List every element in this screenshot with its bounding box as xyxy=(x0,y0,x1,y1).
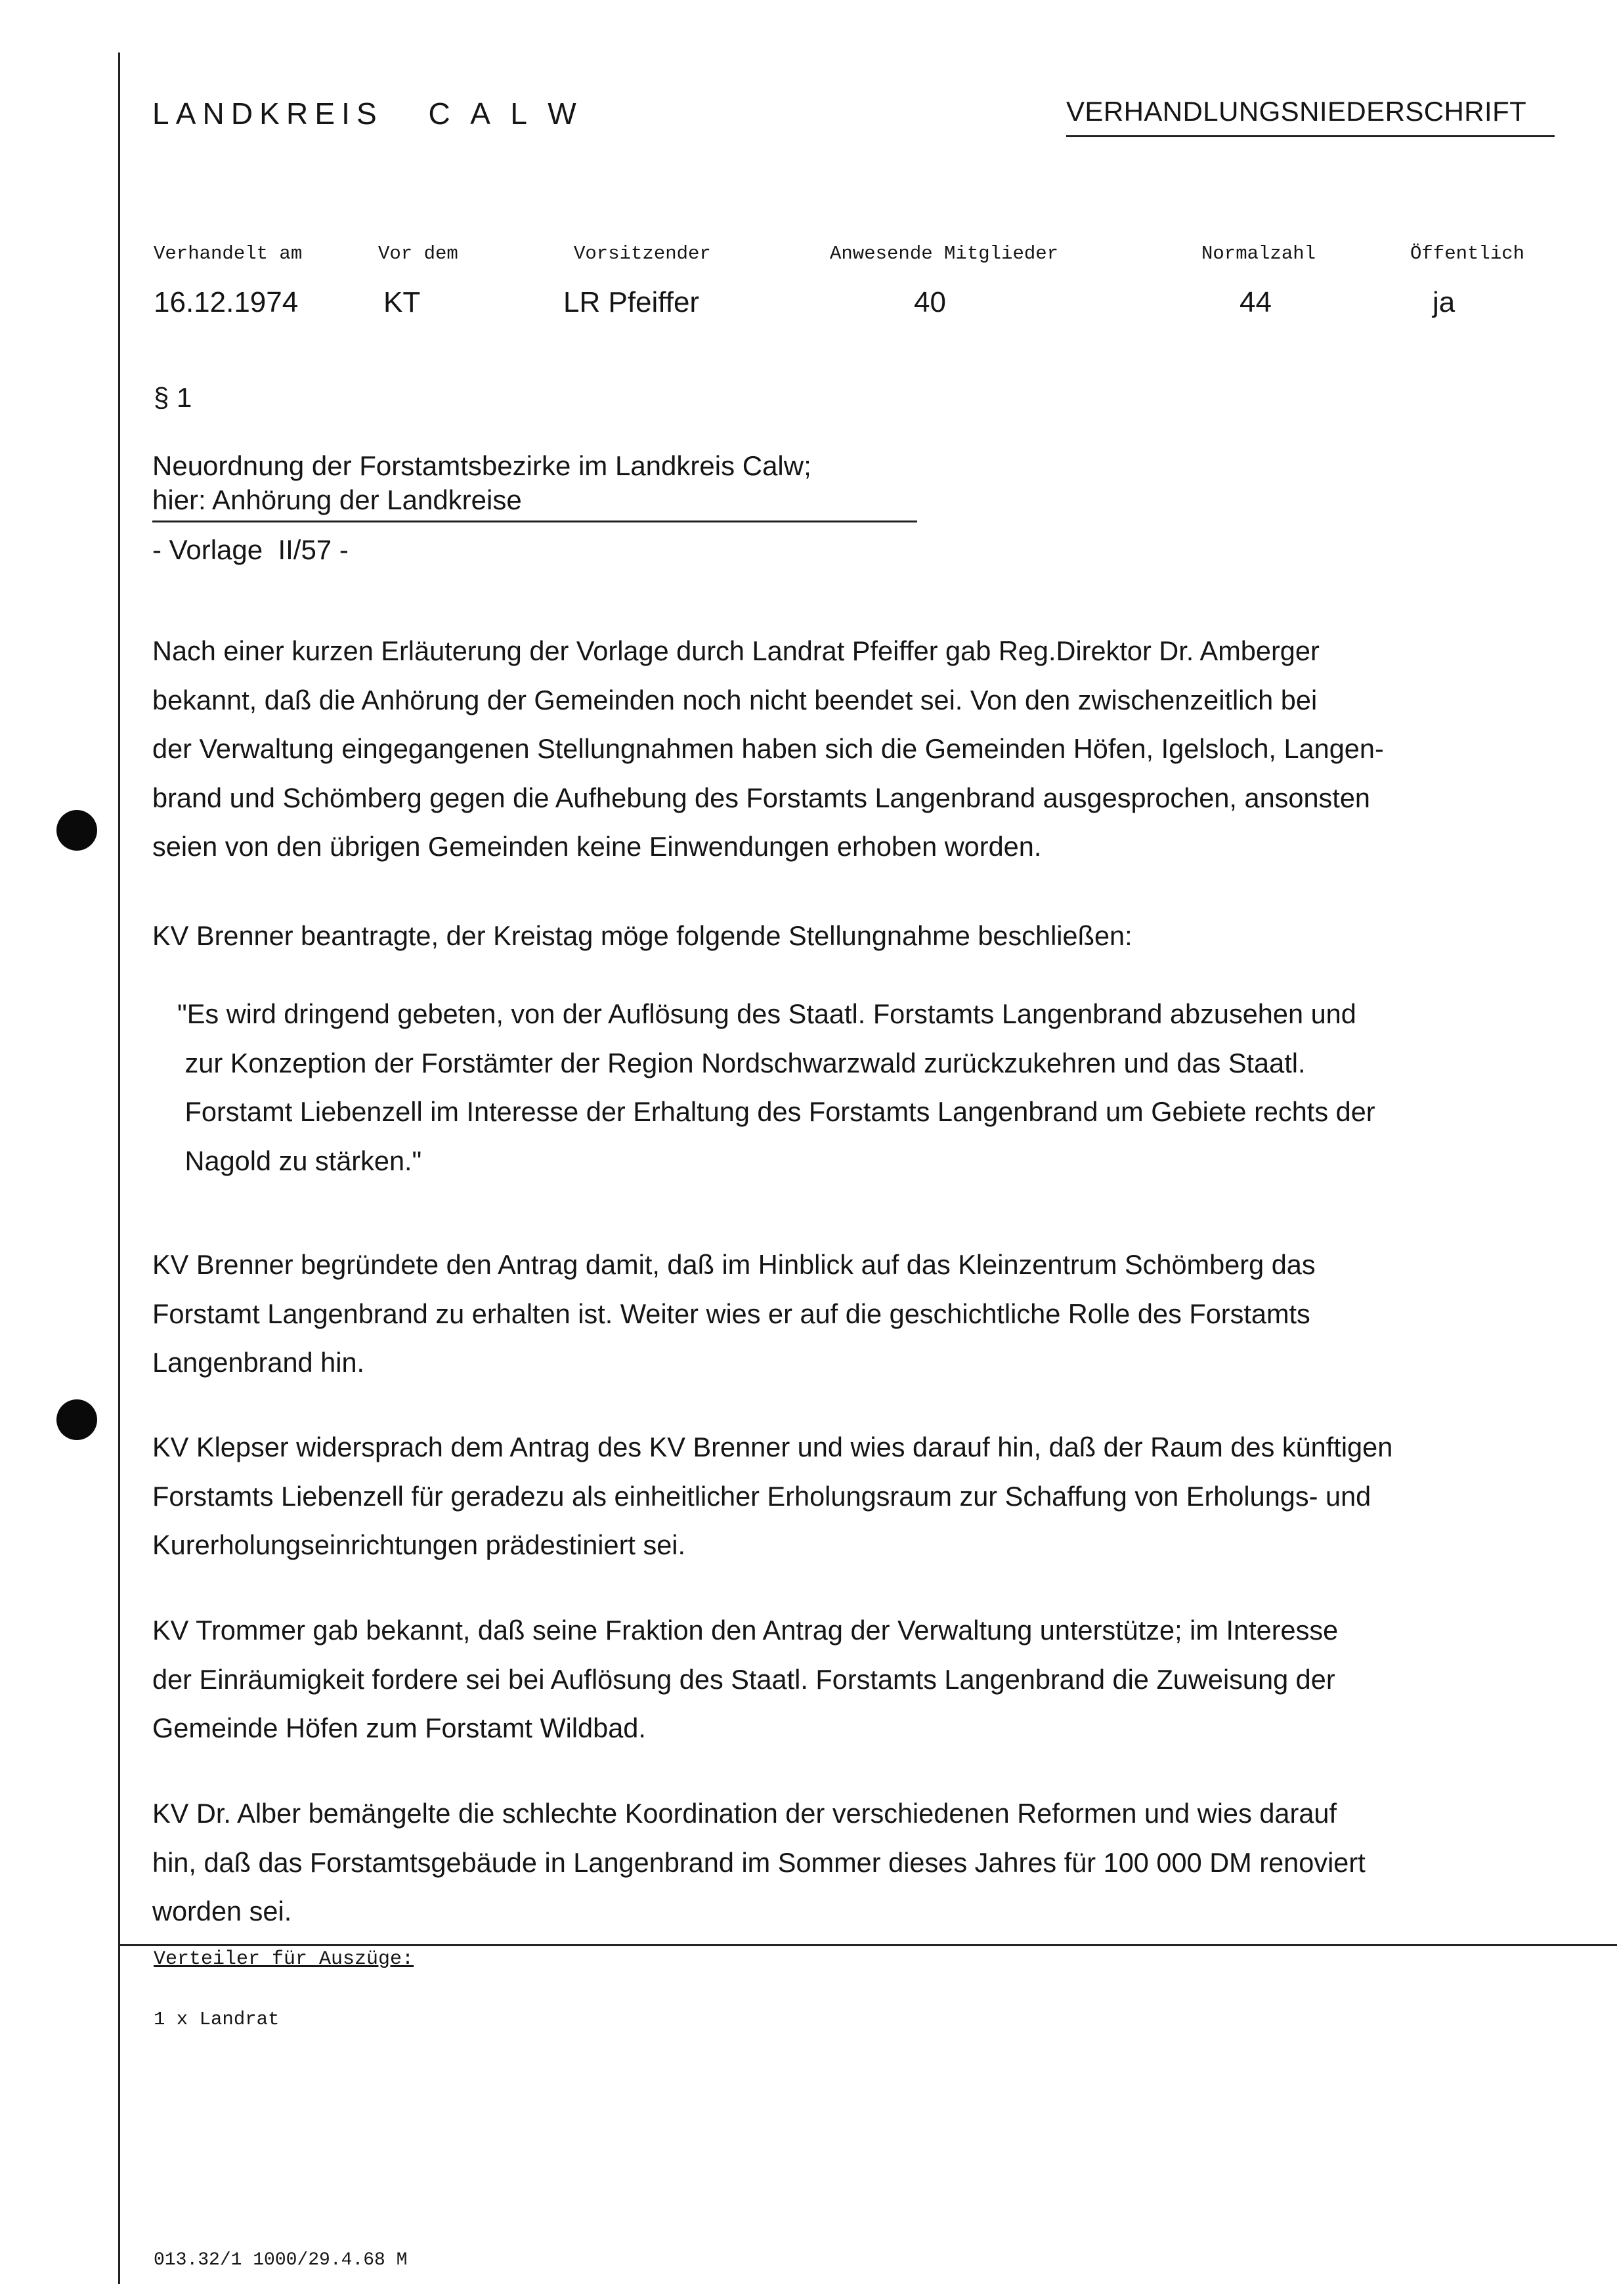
paragraph-motion: KV Brenner beantragte, der Kreistag möge folgende Stellungnahme beschließen: xyxy=(152,920,1132,951)
distribution-title: Verteiler für Auszüge: xyxy=(154,1948,414,1970)
meta-value-chair: LR Pfeiffer xyxy=(563,286,700,318)
meta-value-date: 16.12.1974 xyxy=(154,286,299,318)
meta-label-normal: Normalzahl xyxy=(1201,243,1316,265)
section-title-underline xyxy=(152,521,917,522)
district-name: LANDKREIS C A L W xyxy=(152,96,583,131)
distribution-divider xyxy=(118,1944,1617,1946)
section-number: § 1 xyxy=(154,382,192,413)
meta-label-public: Öffentlich xyxy=(1410,243,1525,265)
meta-label-present: Anwesende Mitglieder xyxy=(830,243,1059,265)
form-code: 013.32/1 1000/29.4.68 M xyxy=(154,2250,408,2270)
meta-value-present: 40 xyxy=(914,286,946,318)
meta-value-body: KT xyxy=(383,286,421,318)
document-type: VERHANDLUNGSNIEDERSCHRIFT xyxy=(1066,96,1527,127)
paragraph-objection: KV Klepser widersprach dem Antrag des KV Brenner und wies darauf hin, daß der Raum des künftigen Forstamts Liebenzell für geradezu als einheitlicher Erholungsraum zur Schaffung von Erholungs- und Kurerholungseinrichtungen prädestiniert sei. xyxy=(152,1432,1393,1560)
paragraph-faction-position: KV Trommer gab bekannt, daß seine Fraktion den Antrag der Verwaltung unterstütze; im Interesse der Einräumigkeit fordere sei bei Auflösung des Staatl. Forstamts Langenbrand die Zuweisung der Gemeinde Höfen zum Forstamt Wildbad. xyxy=(152,1615,1339,1743)
meta-label-date: Verhandelt am xyxy=(154,243,303,265)
meta-label-chair: Vorsitzender xyxy=(574,243,711,265)
paragraph-explanation: Nach einer kurzen Erläuterung der Vorlage durch Landrat Pfeiffer gab Reg.Direktor Dr. Amberger bekannt, daß die Anhörung der Gemeinden noch nicht beendet sei. Von den zwischenzeitlich bei der Verwaltung eingegangenen Stellungnahmen haben sich die Gemeinden Höfen, Igelsloch, Langen- brand und Schömberg gegen die Aufhebung des Forstamts Langenbrand ausgesprochen, ansonsten seien von den übrigen Gemeinden keine Einwendungen erhoben worden. xyxy=(152,635,1384,862)
document-type-underline xyxy=(1066,135,1555,137)
distribution-item: 1 x Landrat xyxy=(154,2009,280,2030)
paragraph-critique: KV Dr. Alber bemängelte die schlechte Koordination der verschiedenen Reformen und wies darauf hin, daß das Forstamtsgebäude in Langenbrand im Sommer dieses Jahres für 100 000 DM renoviert worden sei. xyxy=(152,1798,1366,1926)
section-title-line1: Neuordnung der Forstamtsbezirke im Landkreis Calw; xyxy=(152,450,811,481)
punch-hole xyxy=(56,1399,97,1440)
motion-quote: "Es wird dringend gebeten, von der Auflösung des Staatl. Forstamts Langenbrand abzusehen und zur Konzeption der Forstämter der Region Nordschwarzwald zurückzukehren und das Staatl. Forstamt Liebenzell im Interesse der Erhaltung des Forstamts Langenbrand um Gebiete rechts der Nagold zu stärken." xyxy=(177,998,1375,1176)
meta-value-public: ja xyxy=(1433,286,1455,318)
section-reference: - Vorlage II/57 - xyxy=(152,534,349,565)
left-margin-line xyxy=(118,53,120,2284)
punch-hole xyxy=(56,810,97,851)
paragraph-justification: KV Brenner begründete den Antrag damit, daß im Hinblick auf das Kleinzentrum Schömberg das Forstamt Langenbrand zu erhalten ist. Weiter wies er auf die geschichtliche Rolle des Forstamts Langenbrand hin. xyxy=(152,1249,1316,1378)
meta-label-body: Vor dem xyxy=(378,243,458,265)
section-title-line2: hier: Anhörung der Landkreise xyxy=(152,484,522,515)
meta-value-normal: 44 xyxy=(1240,286,1272,318)
